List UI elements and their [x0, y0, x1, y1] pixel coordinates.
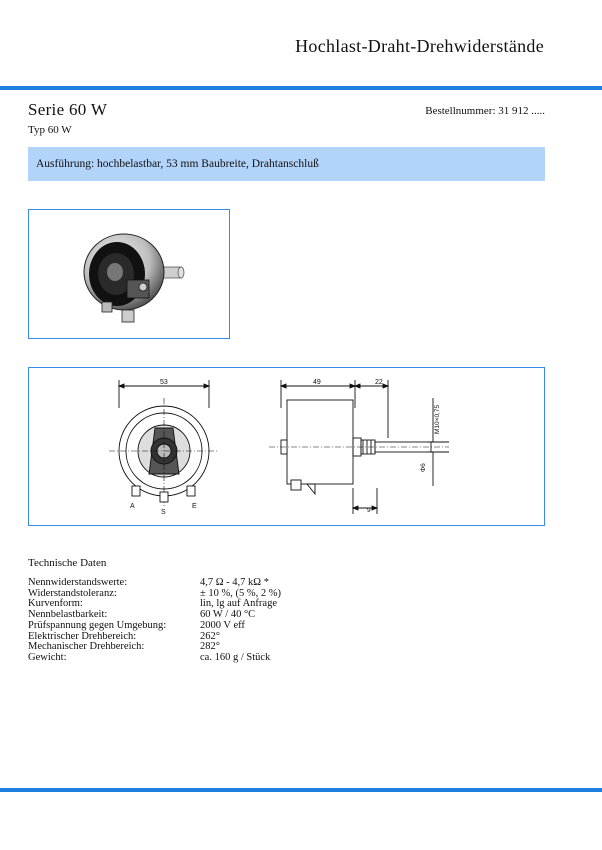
spec-value: 282°	[200, 641, 220, 653]
spec-row	[28, 653, 281, 664]
top-rule	[0, 86, 602, 90]
variant-text: Ausführung: hochbelastbar, 53 mm Baubreite, Drahtanschluß	[36, 158, 319, 170]
spec-value: 262°	[200, 630, 220, 642]
spec-label: Elektrischer Drehbereich:	[28, 630, 137, 642]
page-header-title: Hochlast-Draht-Drehwiderstände	[295, 36, 544, 56]
spec-label: Prüfspannung gegen Umgebung:	[28, 619, 167, 631]
specs-title: Technische Daten	[28, 557, 107, 569]
dim-shaft-label: 22	[375, 379, 383, 386]
spec-label: Nennbelastbarkeit:	[28, 609, 108, 621]
dim-thread-label: M10×0,75	[434, 404, 441, 434]
order-number: Bestellnummer: 31 912 .....	[425, 105, 545, 117]
dim-width-label: 53	[160, 379, 168, 386]
dim-shaft-dia-label: Φ6	[420, 463, 427, 472]
spec-value: 60 W / 40 °C	[200, 609, 256, 621]
technical-drawing	[29, 368, 543, 524]
spec-value: ± 10 %, (5 %, 2 %)	[200, 587, 281, 599]
spec-value: lin, lg auf Anfrage	[200, 598, 277, 610]
product-photo	[29, 210, 228, 337]
spec-label: Kurvenform:	[28, 598, 83, 610]
front-view	[109, 379, 219, 516]
spec-value: 2000 V eff	[200, 619, 245, 631]
spec-value: ca. 160 g / Stück	[200, 651, 271, 663]
spec-row	[28, 621, 281, 632]
variant-banner	[28, 147, 545, 181]
spec-value: 4,7 Ω - 4,7 kΩ *	[200, 577, 269, 588]
dim-depth-label: 49	[313, 379, 321, 386]
specs-table	[28, 578, 281, 664]
product-photo-frame	[28, 209, 230, 339]
series-title: Serie 60 W	[28, 100, 108, 119]
type-label: Typ 60 W	[28, 124, 72, 136]
terminal-e-label: E	[192, 503, 197, 510]
spec-label: Widerstandstoleranz:	[28, 587, 117, 599]
terminal-s-label: S	[161, 509, 166, 516]
dim-flat-label: 9	[367, 507, 371, 514]
side-view	[269, 379, 449, 514]
spec-label: Nennwiderstandswerte:	[28, 577, 128, 588]
spec-label: Gewicht:	[28, 651, 67, 663]
terminal-a-label: A	[130, 503, 135, 510]
technical-drawing-frame	[28, 367, 545, 526]
spec-label: Mechanischer Drehbereich:	[28, 641, 145, 653]
bottom-rule	[0, 788, 602, 792]
